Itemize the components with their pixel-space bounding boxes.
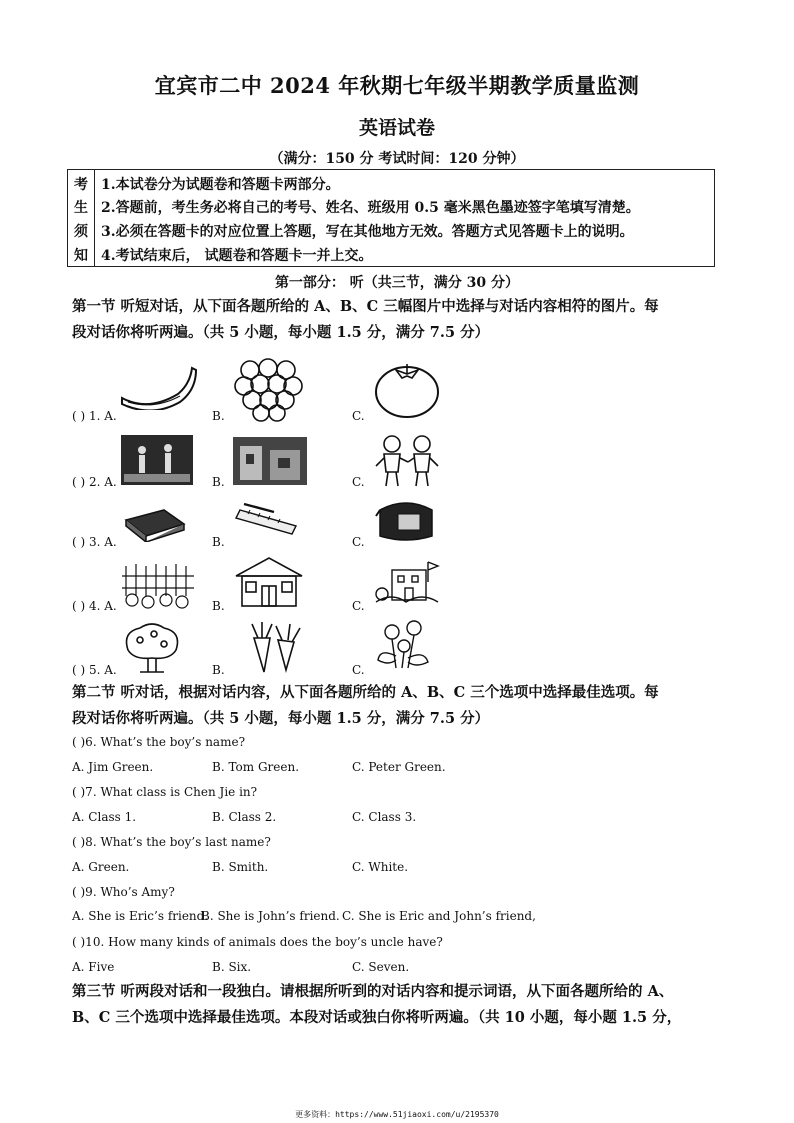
option-b: B. Tom Green. xyxy=(212,760,300,774)
option-b: B. Six. xyxy=(212,960,252,974)
section3-instructions xyxy=(72,979,732,1031)
notice-item: 1.本试卷分为试题卷和答题卡两部分。 xyxy=(101,177,340,193)
question-text: ( )6. What’s the boy’s name? xyxy=(72,735,246,749)
flowers-picture xyxy=(370,616,436,672)
question-text: ( )7. What class is Chen Jie in? xyxy=(72,785,258,799)
tree-picture xyxy=(120,620,184,674)
option-c: C. Class 3. xyxy=(352,810,417,824)
option-b-label: B. xyxy=(212,599,225,613)
instruction-line: B、C 三个选项中选择最佳选项。本段对话或独白你将听两遍。（共 10 小题，每小题 1.5 分， xyxy=(72,1009,682,1026)
option-b: B. Class 2. xyxy=(212,810,277,824)
notice-item: 3.必须在答题卡的对应位置上答题，写在其他地方无效。答题方式见答题卡上的说明。 xyxy=(101,224,634,240)
option-b-label: B. xyxy=(212,409,225,423)
option-a: A. Class 1. xyxy=(72,810,137,824)
ruler-pen-picture xyxy=(234,500,304,540)
option-c-label: C. xyxy=(352,535,365,549)
notice-heading xyxy=(68,170,95,266)
instruction-line: 段对话你将听两遍。（共 5 小题，每小题 1.5 分，满分 7.5 分） xyxy=(72,710,490,727)
instruction-line: 第三节 听两段对话和一段独白。请根据所听到的对话内容和提示词语，从下面各题所给的 A、 xyxy=(72,983,674,1000)
instruction-line: 段对话你将听两遍。（共 5 小题，每小题 1.5 分，满分 7.5 分） xyxy=(72,324,490,341)
option-c-label: C. xyxy=(352,475,365,489)
pencil-box-picture xyxy=(122,506,188,542)
section2-instructions xyxy=(72,680,732,732)
notice-box xyxy=(67,169,715,267)
section1-instructions xyxy=(72,294,732,346)
option-a: A. Jim Green. xyxy=(72,760,154,774)
option-a: A. She is Eric’s friend. xyxy=(72,909,209,923)
option-b: B. Smith. xyxy=(212,860,269,874)
option-b-label: B. xyxy=(212,535,225,549)
question-label: ( ) 5. A. xyxy=(72,663,117,677)
page-title: 宜宾市二中 2024 年秋期七年级半期教学质量监测 xyxy=(154,73,640,98)
photo-people-picture xyxy=(120,434,194,486)
question-label: ( ) 4. A. xyxy=(72,599,117,613)
part1-heading: 第一部分： 听（共三节，满分 30 分） xyxy=(274,275,520,291)
instruction-line: 第一节 听短对话，从下面各题所给的 A、B、C 三幅图片中选择与对话内容相符的图片。每 xyxy=(72,298,659,315)
schoolbag-picture xyxy=(370,496,440,544)
two-children-picture xyxy=(372,432,442,488)
option-b-label: B. xyxy=(212,663,225,677)
option-b-label: B. xyxy=(212,475,225,489)
notice-heading-char: 生 xyxy=(74,200,88,216)
notice-heading-char: 知 xyxy=(74,248,88,264)
question-label: ( ) 3. A. xyxy=(72,535,117,549)
house-picture xyxy=(232,554,306,610)
banana-picture xyxy=(118,364,200,410)
option-c: C. Seven. xyxy=(352,960,410,974)
instruction-line: 第二节 听对话，根据对话内容，从下面各题所给的 A、B、C 三个选项中选择最佳选项。每 xyxy=(72,684,659,701)
option-c: C. White. xyxy=(352,860,409,874)
option-c: C. Peter Green. xyxy=(352,760,446,774)
garden-picture xyxy=(120,556,196,610)
grapes-picture xyxy=(232,356,306,422)
option-a: A. Green. xyxy=(72,860,130,874)
question-text: ( )10. How many kinds of animals does the boy’s uncle have? xyxy=(72,935,443,949)
question-text: ( )8. What’s the boy’s last name? xyxy=(72,835,271,849)
carrots-picture xyxy=(234,620,308,674)
option-c-label: C. xyxy=(352,409,365,423)
option-b: B. She is John’s friend. xyxy=(201,909,340,923)
option-c-label: C. xyxy=(352,599,365,613)
school-picture xyxy=(372,558,442,610)
option-a: A. Five xyxy=(72,960,115,974)
notice-heading-char: 考 xyxy=(74,177,88,193)
notice-heading-char: 须 xyxy=(74,224,88,240)
question-label: ( ) 1. A. xyxy=(72,409,117,423)
page-subtitle: 英语试卷 xyxy=(358,117,435,139)
notice-item: 4.考试结束后， 试题卷和答题卡一并上交。 xyxy=(101,248,373,264)
question-text: ( )9. Who’s Amy? xyxy=(72,885,175,899)
question-label: ( ) 2. A. xyxy=(72,475,117,489)
footer-link[interactable]: 更多资料：https://www.51jiaoxi.com/u/2195370 xyxy=(295,1110,499,1119)
option-c: C. She is Eric and John’s friend, xyxy=(342,909,536,923)
tomato-picture xyxy=(372,358,442,420)
notice-item: 2.答题前，考生务必将自己的考号、姓名、班级用 0.5 毫米黑色墨迹签字笔填写清楚。 xyxy=(101,200,640,216)
exam-info: （满分：150 分 考试时间：120 分钟） xyxy=(269,151,525,167)
option-c-label: C. xyxy=(352,663,365,677)
photo-building-picture xyxy=(232,436,308,486)
